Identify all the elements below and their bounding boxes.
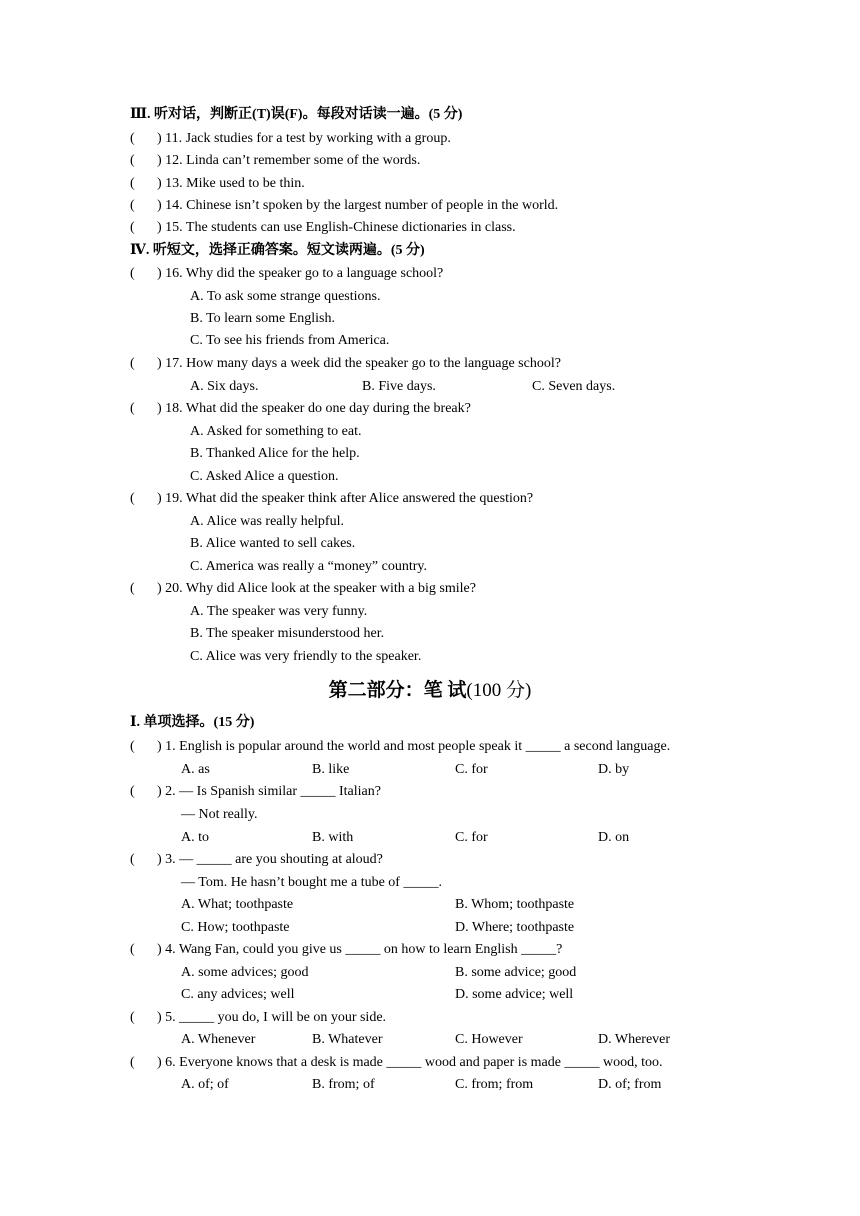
question-5 [130, 1009, 386, 1027]
question-text: ) 3. — _____ are you shouting at aloud? [157, 852, 383, 867]
option-c: C. America was really a “money” country. [190, 559, 428, 574]
question-text: ) 14. Chinese isn’t spoken by the largest number of people in the world. [157, 198, 559, 213]
option-c: C. How; toothpaste [181, 920, 290, 935]
question-text: ) 13. Mike used to be thin. [157, 176, 305, 191]
option-a: A. The speaker was very funny. [190, 604, 368, 619]
option-a: A. To ask some strange questions. [190, 289, 381, 304]
answer-paren: ( [130, 131, 135, 146]
question-text: ) 18. What did the speaker do one day during the break? [157, 401, 471, 416]
option-d: D. some advice; well [455, 987, 574, 1002]
section-3-heading: Ⅲ. 听对话，判断正(T)误(F)。每段对话读一遍。(5 分) [130, 107, 463, 122]
option-b: B. some advice; good [455, 965, 577, 980]
answer-paren: ( [130, 220, 135, 235]
option-b: B. Thanked Alice for the help. [190, 446, 360, 461]
option-b: B. To learn some English. [190, 311, 335, 326]
part-2-score: (100 分) [466, 680, 532, 701]
question-text: ) 2. — Is Spanish similar _____ Italian? [157, 784, 381, 799]
answer-paren: ( [130, 176, 135, 191]
question-3 [130, 851, 383, 869]
option-d: D. Where; toothpaste [455, 920, 575, 935]
question-1 [130, 738, 670, 756]
question-text: ) 19. What did the speaker think after Alice answered the question? [157, 491, 534, 506]
question-13 [130, 175, 305, 193]
dialogue-reply: — Tom. He hasn’t bought me a tube of _____. [181, 875, 442, 890]
option-c: C. However [455, 1032, 523, 1047]
question-11 [130, 130, 451, 148]
option-c: C. for [455, 830, 488, 845]
part-2-title [0, 679, 860, 703]
option-a: A. Alice was really helpful. [190, 514, 344, 529]
option-b: B. from; of [312, 1077, 375, 1092]
question-12 [130, 152, 420, 170]
question-text: ) 20. Why did Alice look at the speaker with a big smile? [157, 581, 476, 596]
question-2 [130, 783, 381, 801]
option-b: B. like [312, 762, 350, 777]
option-b: B. Whom; toothpaste [455, 897, 575, 912]
option-c: C. To see his friends from America. [190, 333, 390, 348]
option-b: B. with [312, 830, 354, 845]
option-d: D. of; from [598, 1077, 662, 1092]
question-text: ) 1. English is popular around the world and most people speak it _____ a second language. [157, 739, 671, 754]
question-19 [130, 490, 533, 508]
answer-paren: ( [130, 356, 135, 371]
option-d: D. on [598, 830, 630, 845]
option-a: A. some advices; good [181, 965, 309, 980]
option-c: C. any advices; well [181, 987, 295, 1002]
question-text: ) 11. Jack studies for a test by working with a group. [157, 131, 451, 146]
option-d: D. Wherever [598, 1032, 671, 1047]
question-14 [130, 197, 558, 215]
answer-paren: ( [130, 1055, 135, 1070]
option-c: C. Alice was very friendly to the speaker. [190, 649, 422, 664]
option-c: C. Seven days. [532, 379, 616, 394]
question-18 [130, 400, 471, 418]
option-b: B. The speaker misunderstood her. [190, 626, 385, 641]
question-text: ) 4. Wang Fan, could you give us _____ on how to learn English _____? [157, 942, 563, 957]
answer-paren: ( [130, 942, 135, 957]
answer-paren: ( [130, 852, 135, 867]
option-b: B. Alice wanted to sell cakes. [190, 536, 356, 551]
question-15 [130, 219, 516, 237]
answer-paren: ( [130, 581, 135, 596]
question-text: ) 16. Why did the speaker go to a language school? [157, 266, 444, 281]
question-text: ) 5. _____ you do, I will be on your side. [157, 1010, 387, 1025]
part-2-title-text: 第二部分：笔 试 [328, 680, 467, 701]
answer-paren: ( [130, 198, 135, 213]
option-a: A. to [181, 830, 209, 845]
question-text: ) 12. Linda can’t remember some of the words. [157, 153, 421, 168]
question-text: ) 6. Everyone knows that a desk is made _____ wood and paper is made _____ wood, too. [157, 1055, 663, 1070]
option-c: C. for [455, 762, 488, 777]
section-1-heading: Ⅰ. 单项选择。(15 分) [130, 715, 255, 730]
answer-paren: ( [130, 784, 135, 799]
option-b: B. Whatever [312, 1032, 383, 1047]
option-a: A. Asked for something to eat. [190, 424, 362, 439]
question-16 [130, 265, 443, 283]
dialogue-reply: — Not really. [181, 807, 258, 822]
option-a: A. of; of [181, 1077, 229, 1092]
question-20 [130, 580, 476, 598]
answer-paren: ( [130, 1010, 135, 1025]
answer-paren: ( [130, 401, 135, 416]
question-4 [130, 941, 562, 959]
question-6 [130, 1054, 662, 1072]
option-a: A. as [181, 762, 210, 777]
option-a: A. Whenever [181, 1032, 256, 1047]
option-c: C. Asked Alice a question. [190, 469, 339, 484]
option-c: C. from; from [455, 1077, 534, 1092]
question-17 [130, 355, 561, 373]
answer-paren: ( [130, 491, 135, 506]
question-text: ) 15. The students can use English-Chinese dictionaries in class. [157, 220, 516, 235]
section-4-heading: Ⅳ. 听短文，选择正确答案。短文读两遍。(5 分) [130, 243, 425, 258]
option-b: B. Five days. [362, 379, 436, 394]
question-text: ) 17. How many days a week did the speaker go to the language school? [157, 356, 561, 371]
option-d: D. by [598, 762, 630, 777]
option-a: A. What; toothpaste [181, 897, 294, 912]
answer-paren: ( [130, 266, 135, 281]
option-a: A. Six days. [190, 379, 259, 394]
answer-paren: ( [130, 153, 135, 168]
answer-paren: ( [130, 739, 135, 754]
